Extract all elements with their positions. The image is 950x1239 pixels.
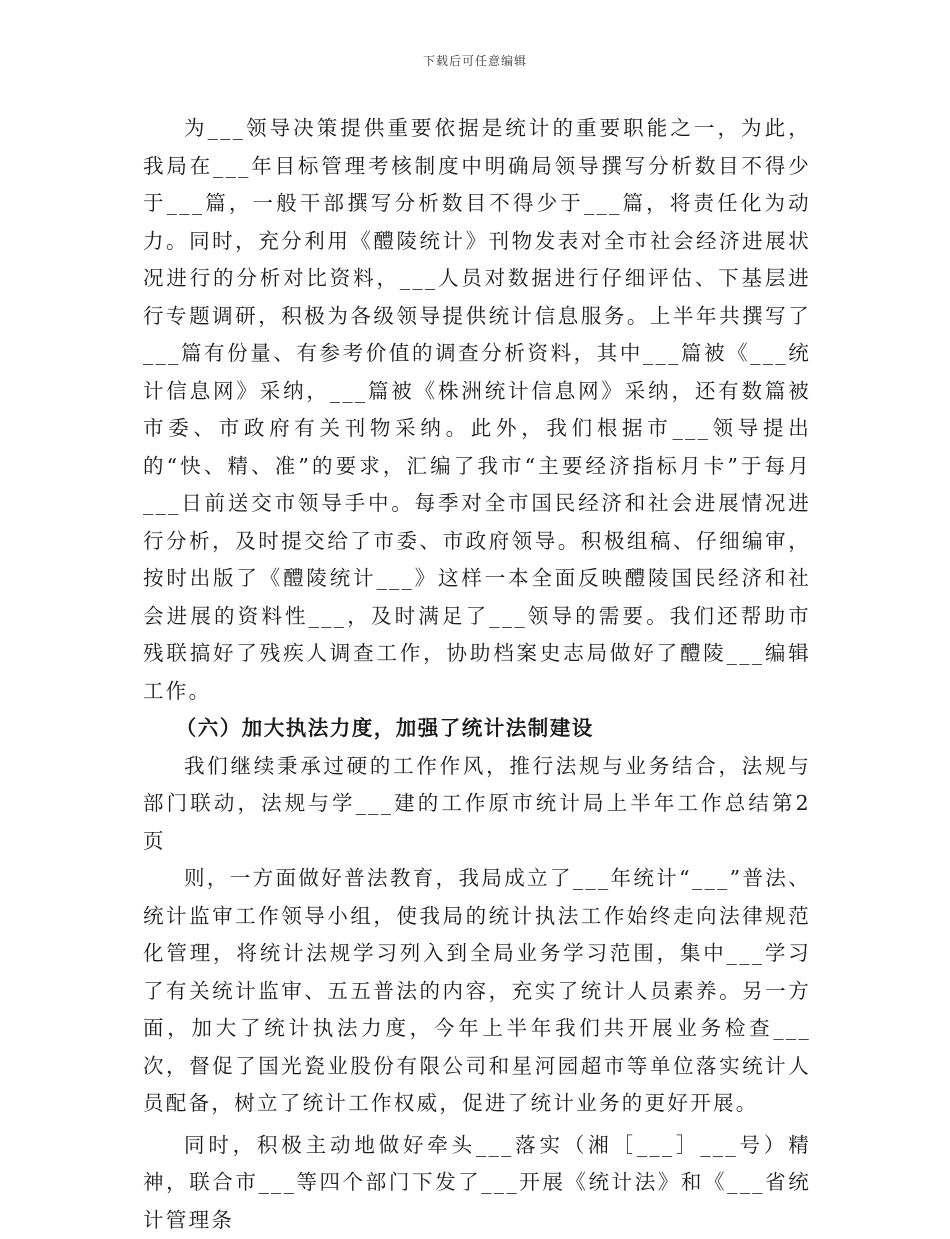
- paragraph-legal-education: 则，一方面做好普法教育，我局成立了___年统计“___”普法、统计监审工作领导小组，使我局的统计执法工作始终走向法律规范化管理，将统计法规学习列入到全局业务学习范围，集中___学习了有关统计监审、五五普法的内容，充实了统计人员素养。另一方面，加大了统计执法力度，今年上半年我们共开展业务检查___次，督促了国光瓷业股份有限公司和星河园超市等单位落实统计人员配备，树立了统计工作权威，促进了统计业务的更好开展。: [143, 860, 811, 1123]
- document-body: [143, 110, 811, 1239]
- section-heading-law-enforcement: （六）加大执法力度，加强了统计法制建设: [143, 710, 811, 748]
- paragraph-work-style: 我们继续秉承过硬的工作作风，推行法规与业务结合，法规与部门联动，法规与学___建的工作原市统计局上半年工作总结第2页: [143, 748, 811, 861]
- paragraph-statistics-analysis: 为___领导决策提供重要依据是统计的重要职能之一，为此，我局在___年目标管理考核制度中明确局领导撰写分析数目不得少于___篇，一般干部撰写分析数目不得少于___篇，将责任化为动力。同时，充分利用《醴陵统计》刊物发表对全市社会经济进展状况进行的分析对比资料，___人员对数据进行仔细评估、下基层进行专题调研，积极为各级领导提供统计信息服务。上半年共撰写了___篇有份量、有参考价值的调查分析资料，其中___篇被《___统计信息网》采纳，___篇被《株洲统计信息网》采纳，还有数篇被市委、市政府有关刊物采纳。此外，我们根据市___领导提出的“快、精、准”的要求，汇编了我市“主要经济指标月卡”于每月___日前送交市领导手中。每季对全市国民经济和社会进展情况进行分析，及时提交给了市委、市政府领导。积极组稿、仔细编审，按时出版了《醴陵统计___》这样一本全面反映醴陵国民经济和社会进展的资料性___，及时满足了___领导的需要。我们还帮助市残联搞好了残疾人调查工作，协助档案史志局做好了醴陵___编辑工作。: [143, 110, 811, 710]
- paragraph-coordination: 同时，积极主动地做好牵头___落实（湘［___］___号）精神，联合市___等四个部门下发了___开展《统计法》和《___省统计管理条: [143, 1127, 811, 1239]
- page-header: 下载后可任意编辑: [0, 52, 950, 69]
